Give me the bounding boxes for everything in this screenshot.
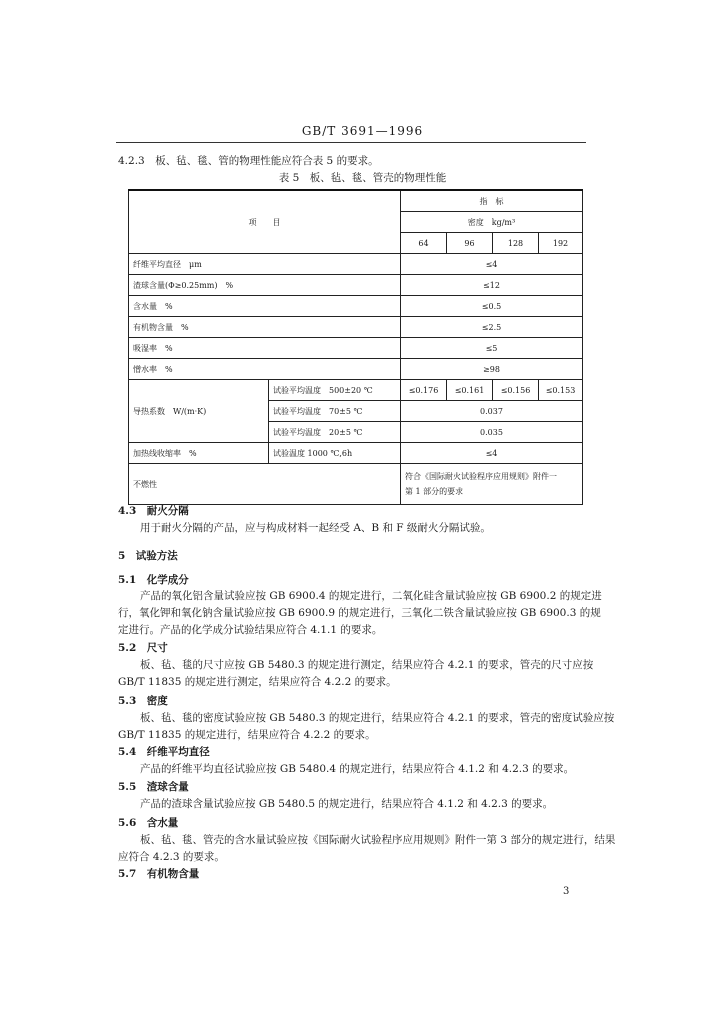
row-value-repel: ≥98 xyxy=(401,359,583,380)
section-5-6-line-1: 板、毡、毯、管壳的含水量试验应按《国际耐火试验程序应用规则》附件一第 3 部分的规定进行，结果 xyxy=(140,834,616,846)
section-5-3-title: 5.3 密度 xyxy=(118,695,168,707)
page-number: 3 xyxy=(563,886,570,897)
section-5-1-line-2: 行，氧化钾和氧化钠含量试验应按 GB 6900.9 的规定进行，三氧化二铁含量试验应按 GB 6900.3 的规 xyxy=(118,607,601,619)
row-label-fiber: 纤维平均直径 μm xyxy=(129,254,401,275)
density-64: 64 xyxy=(401,233,447,254)
section-5-4-title: 5.4 纤维平均直径 xyxy=(118,746,210,758)
section-5-1-title: 5.1 化学成分 xyxy=(118,574,189,586)
section-5-6-line-2: 应符合 4.2.3 的要求。 xyxy=(118,851,225,863)
noncomb-line-1: 符合《国际耐火试验程序应用规则》附件一 xyxy=(405,472,557,481)
condition-t1: 试验平均温度 500±20 ℃ xyxy=(269,380,401,401)
row-value-organic: ≤2.5 xyxy=(401,317,583,338)
index-header: 指 标 xyxy=(401,190,583,212)
section-5-7-title: 5.7 有机物含量 xyxy=(118,868,200,880)
section-5-4-line-1: 产品的纤维平均直径试验应按 GB 5480.4 的规定进行，结果应符合 4.1.2 和 4.2.3 的要求。 xyxy=(140,763,575,775)
row-label-shot: 渣球含量(Φ≥0.25mm) % xyxy=(129,275,401,296)
condition-t2: 试验平均温度 70±5 ℃ xyxy=(269,401,401,422)
density-192: 192 xyxy=(539,233,583,254)
row-label-noncomb: 不燃性 xyxy=(129,464,401,505)
section-5-3-line-1: 板、毡、毯的密度试验应按 GB 5480.3 的规定进行，结果应符合 4.2.1 的要求，管壳的密度试验应按 xyxy=(140,712,615,724)
noncomb-line-2: 第 1 部分的要求 xyxy=(405,487,464,496)
density-96: 96 xyxy=(447,233,493,254)
cond-t2-value: 0.037 xyxy=(401,401,583,422)
density-128: 128 xyxy=(493,233,539,254)
cond-t3-value: 0.035 xyxy=(401,422,583,443)
section-5-2-line-2: GB/T 11835 的规定进行测定，结果应符合 4.2.2 的要求。 xyxy=(118,676,397,688)
section-5-2-title: 5.2 尺寸 xyxy=(118,642,168,654)
section-4-3-title: 4.3 耐火分隔 xyxy=(118,505,189,517)
section-5-title: 5 试验方法 xyxy=(118,550,178,562)
section-5-5-title: 5.5 渣球含量 xyxy=(118,781,189,793)
header-rule xyxy=(116,142,586,143)
row-label-conductivity: 导热系数 W/(m·K) xyxy=(129,380,269,443)
section-5-1-line-3: 定进行。产品的化学成分试验结果应符合 4.1.1 的要求。 xyxy=(118,624,383,636)
clause-4-2-3: 4.2.3 板、毡、毯、管的物理性能应符合表 5 的要求。 xyxy=(118,155,379,167)
condition-t3: 试验平均温度 20±5 ℃ xyxy=(269,422,401,443)
section-5-3-line-2: GB/T 11835 的规定进行，结果应符合 4.2.2 的要求。 xyxy=(118,729,376,741)
row-value-shot: ≤12 xyxy=(401,275,583,296)
row-label-repel: 憎水率 % xyxy=(129,359,401,380)
cond-t1-value-192: ≤0.153 xyxy=(539,380,583,401)
cond-t1-value-64: ≤0.176 xyxy=(401,380,447,401)
row-label-shrink: 加热线收缩率 % xyxy=(129,443,269,464)
item-header: 项 目 xyxy=(129,190,401,254)
row-value-noncomb xyxy=(401,464,583,505)
physical-properties-table xyxy=(128,189,583,505)
section-5-1-line-1: 产品的氧化铝含量试验应按 GB 6900.4 的规定进行，二氧化硅含量试验应按 GB 6900.2 的规定进 xyxy=(140,590,602,602)
row-value-shrink: ≤4 xyxy=(401,443,583,464)
row-value-fiber: ≤4 xyxy=(401,254,583,275)
page-header: GB/T 3691—1996 xyxy=(301,124,424,138)
section-5-2-line-1: 板、毡、毯的尺寸应按 GB 5480.3 的规定进行测定，结果应符合 4.2.1 的要求，管壳的尺寸应按 xyxy=(140,659,594,671)
row-label-absorb: 吸湿率 % xyxy=(129,338,401,359)
section-4-3-text: 用于耐火分隔的产品，应与构成材料一起经受 A、B 和 F 级耐火分隔试验。 xyxy=(140,522,491,534)
table-caption: 表 5 板、毡、毯、管壳的物理性能 xyxy=(278,172,447,184)
row-label-organic: 有机物含量 % xyxy=(129,317,401,338)
row-value-moisture: ≤0.5 xyxy=(401,296,583,317)
cond-t1-value-128: ≤0.156 xyxy=(493,380,539,401)
shrink-condition: 试验温度 1000 ℃,6h xyxy=(269,443,401,464)
section-5-6-title: 5.6 含水量 xyxy=(118,817,179,829)
density-header: 密度 kg/m³ xyxy=(401,212,583,233)
row-value-absorb: ≤5 xyxy=(401,338,583,359)
section-5-5-line-1: 产品的渣球含量试验应按 GB 5480.5 的规定进行，结果应符合 4.1.2 和 4.2.3 的要求。 xyxy=(140,798,554,810)
cond-t1-value-96: ≤0.161 xyxy=(447,380,493,401)
row-label-moisture: 含水量 % xyxy=(129,296,401,317)
